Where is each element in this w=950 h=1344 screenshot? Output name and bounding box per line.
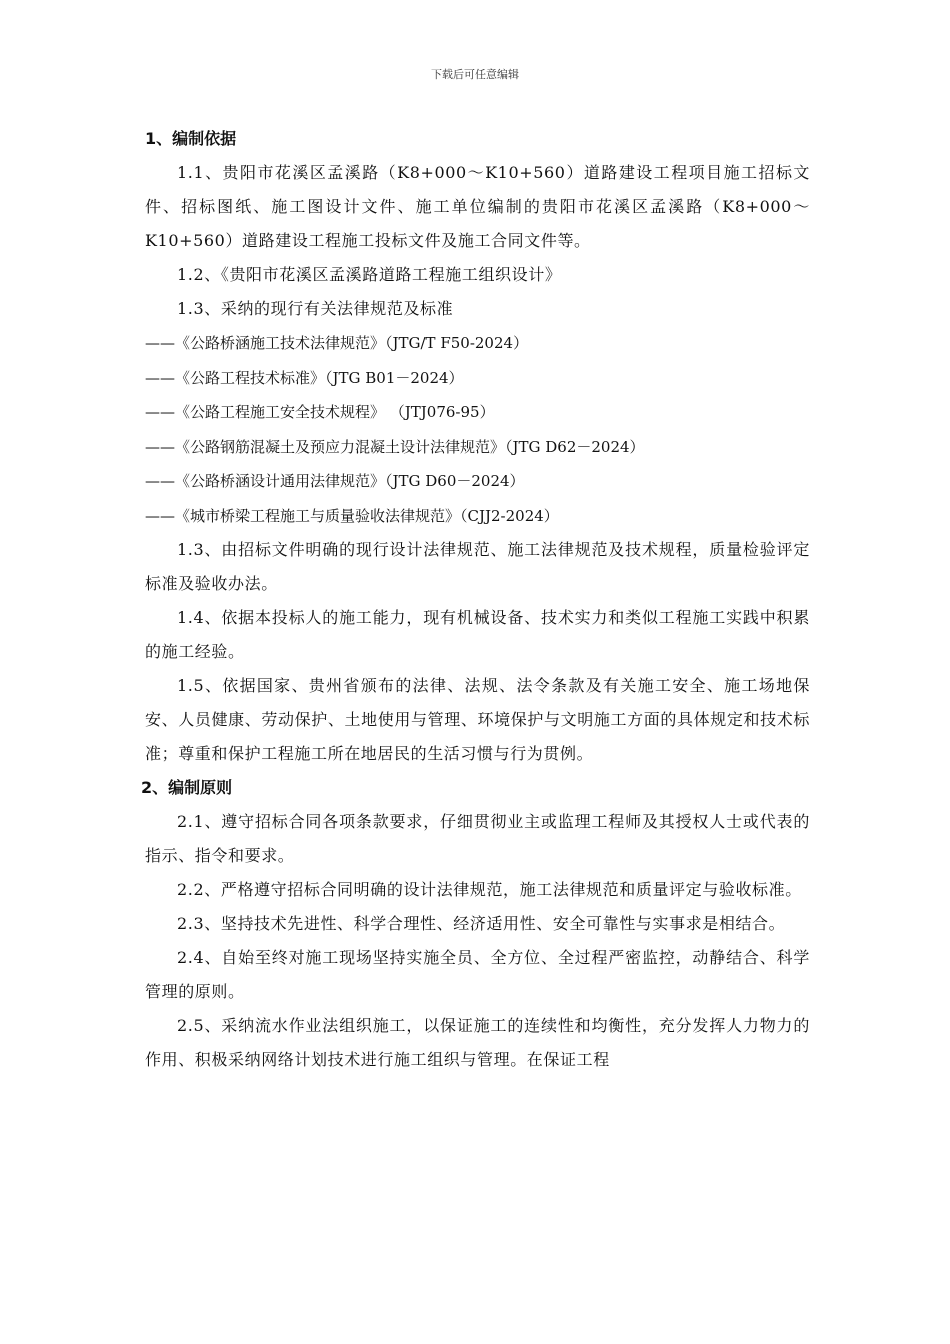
paragraph-2-1: 2.1、遵守招标合同各项条款要求，仔细贯彻业主或监理工程师及其授权人士或代表的指示、指令和要求。	[145, 812, 810, 865]
standard-item: ——《公路桥涵设计通用法律规范》（JTG D60－2024）	[145, 472, 525, 490]
standard-item: ——《公路钢筋混凝土及预应力混凝土设计法律规范》（JTG D62－2024）	[145, 437, 645, 456]
paragraph-1-4: 1.4、依据本投标人的施工能力，现有机械设备、技术实力和类似工程施工实践中积累的施工经验。	[145, 608, 810, 661]
paragraph-1-5: 1.5、依据国家、贵州省颁布的法律、法规、法令条款及有关施工安全、施工场地保安、人员健康、劳动保护、土地使用与管理、环境保护与文明施工方面的具体规定和技术标准；尊重和保护工程施工所在地居民的生活习惯与行为贯例。	[145, 676, 810, 763]
standard-item: ——《公路工程技术标准》（JTG B01－2024）	[145, 368, 464, 387]
paragraph-1-2: 1.2、《贵阳市花溪区孟溪路道路工程施工组织设计》	[177, 265, 562, 284]
section-1-title: 1、编制依据	[145, 129, 237, 148]
standards-list	[145, 326, 810, 533]
standard-item: ——《公路桥涵施工技术法律规范》（JTG/T F50-2024）	[145, 334, 529, 352]
paragraph-2-2: 2.2、严格遵守招标合同明确的设计法律规范，施工法律规范和质量评定与验收标准。	[177, 880, 802, 899]
paragraph-1-1: 1.1、贵阳市花溪区孟溪路（K8+000～K10+560）道路建设工程项目施工招标文件、招标图纸、施工图设计文件、施工单位编制的贵阳市花溪区孟溪路（K8+000～K10+560）道路建设工程施工投标文件及施工合同文件等。	[145, 163, 810, 250]
paragraph-2-3: 2.3、坚持技术先进性、科学合理性、经济适用性、安全可靠性与实事求是相结合。	[177, 914, 786, 933]
paragraph-2-4: 2.4、自始至终对施工现场坚持实施全员、全方位、全过程严密监控，动静结合、科学管理的原则。	[145, 948, 810, 1001]
paragraph-1-3b: 1.3、由招标文件明确的现行设计法律规范、施工法律规范及技术规程，质量检验评定标准及验收办法。	[145, 540, 810, 593]
standard-item: ——《城市桥梁工程施工与质量验收法律规范》（CJJ2-2024）	[145, 506, 559, 525]
document-body	[141, 122, 810, 1077]
standard-item: ——《公路工程施工安全技术规程》 （JTJ076-95）	[145, 403, 495, 421]
paragraph-1-3a: 1.3、采纳的现行有关法律规范及标准	[177, 299, 454, 318]
header-note: 下载后可任意编辑	[431, 68, 519, 81]
section-2-title: 2、编制原则	[141, 778, 233, 797]
paragraph-2-5: 2.5、采纳流水作业法组织施工，以保证施工的连续性和均衡性，充分发挥人力物力的作用、积极采纳网络计划技术进行施工组织与管理。在保证工程	[145, 1016, 810, 1069]
